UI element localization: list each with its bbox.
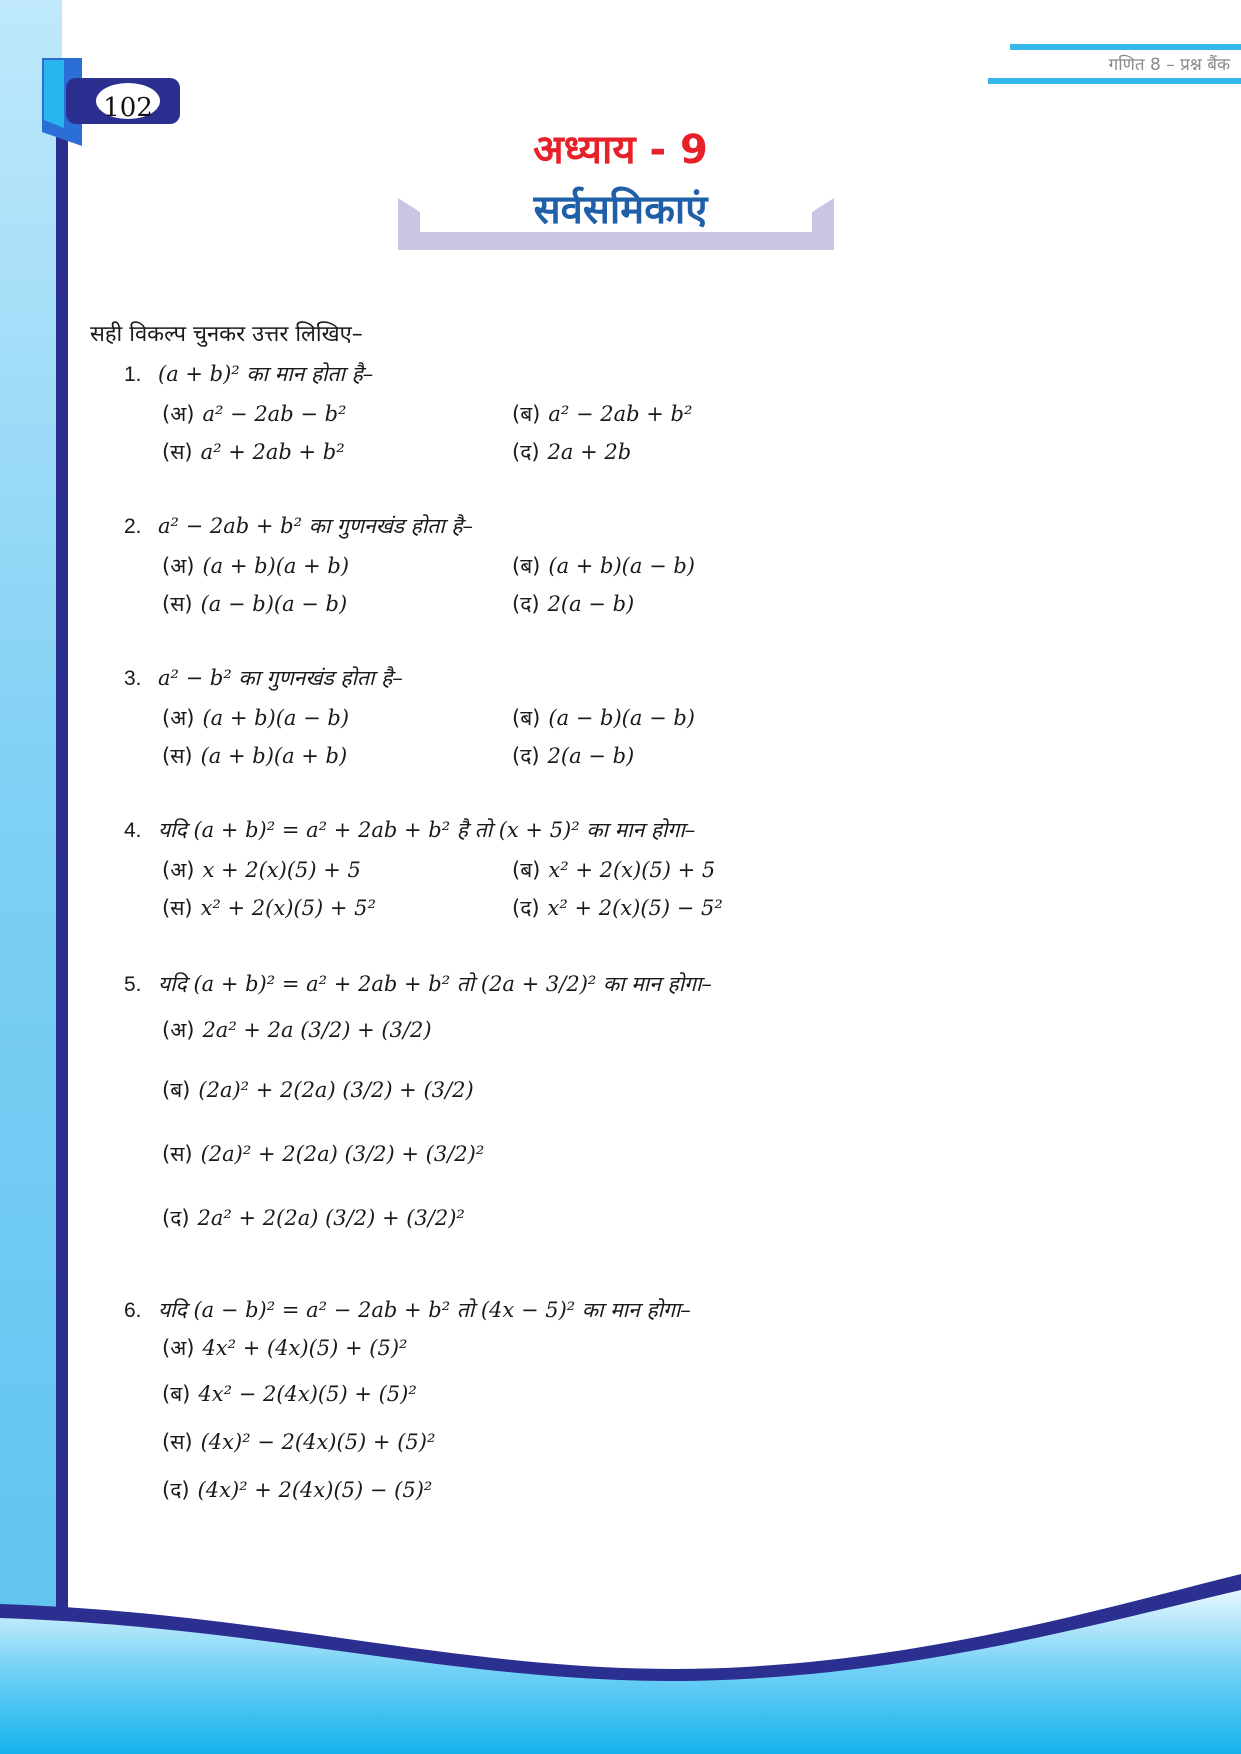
option-d: (द) 2a² + 2(2a) (3/2) + (3/2)²	[162, 1206, 465, 1230]
question-stem: यदि (a + b)² = a² + 2ab + b² है तो (x + 5)² का मान होगा–	[158, 818, 696, 842]
option-b: (ब) (a − b)(a − b)	[512, 706, 695, 730]
option-b: (ब) (a + b)(a − b)	[512, 554, 695, 578]
question-1	[124, 360, 373, 388]
option-a: (अ) 4x² + (4x)(5) + (5)²	[162, 1336, 408, 1360]
question-number: 3.	[124, 667, 142, 690]
option-b: (ब) x² + 2(x)(5) + 5	[512, 858, 716, 882]
question-number: 4.	[124, 819, 142, 842]
question-number: 6.	[124, 1299, 142, 1322]
question-4	[124, 816, 695, 844]
option-c: (स) a² + 2ab + b²	[162, 440, 345, 464]
question-number: 2.	[124, 515, 142, 538]
left-page-border	[0, 0, 62, 1754]
option-c: (स) (a − b)(a − b)	[162, 592, 348, 616]
option-a: (अ) x + 2(x)(5) + 5	[162, 858, 361, 882]
option-c: (स) (4x)² − 2(4x)(5) + (5)²	[162, 1430, 436, 1454]
option-d: (द) 2(a − b)	[512, 744, 635, 768]
question-stem: a² − b² का गुणनखंड होता है–	[158, 666, 403, 690]
chapter-title: सर्वसमिकाएं	[533, 187, 708, 233]
header-rule-top	[1010, 44, 1241, 50]
option-d: (द) 2a + 2b	[512, 440, 632, 464]
option-a: (अ) (a + b)(a − b)	[162, 706, 350, 730]
option-d: (द) 2(a − b)	[512, 592, 635, 616]
left-navy-bar	[56, 90, 68, 1650]
question-3	[124, 664, 403, 692]
option-d: (द) x² + 2(x)(5) − 5²	[512, 896, 723, 920]
option-b: (ब) 4x² − 2(4x)(5) + (5)²	[162, 1382, 417, 1406]
book-title: गणित 8 – प्रश्न बैंक	[1108, 55, 1230, 75]
question-5	[124, 970, 712, 998]
question-stem: (a + b)² का मान होता है–	[158, 362, 374, 386]
option-c: (स) (2a)² + 2(2a) (3/2) + (3/2)²	[162, 1142, 485, 1166]
question-6	[124, 1296, 691, 1324]
header-rule	[988, 78, 1241, 84]
question-number: 1.	[124, 363, 142, 386]
option-c: (स) x² + 2(x)(5) + 5²	[162, 896, 376, 920]
question-stem: a² − 2ab + b² का गुणनखंड होता है–	[158, 514, 474, 538]
option-b: (ब) a² − 2ab + b²	[512, 402, 693, 426]
chapter-number: अध्याय - 9	[533, 127, 708, 173]
question-2	[124, 512, 473, 540]
question-stem: यदि (a − b)² = a² − 2ab + b² तो (4x − 5)² का मान होगा–	[158, 1298, 691, 1322]
instruction-text: सही विकल्प चुनकर उत्तर लिखिए–	[90, 322, 363, 347]
bottom-wave-decoration	[0, 1554, 1241, 1754]
question-number: 5.	[124, 973, 142, 996]
option-a: (अ) a² − 2ab − b²	[162, 402, 347, 426]
page-number: 102	[103, 93, 153, 123]
question-stem: यदि (a + b)² = a² + 2ab + b² तो (2a + 3/2)² का मान होगा–	[158, 972, 712, 996]
option-a: (अ) (a + b)(a + b)	[162, 554, 350, 578]
option-d: (द) (4x)² + 2(4x)(5) − (5)²	[162, 1478, 433, 1502]
option-c: (स) (a + b)(a + b)	[162, 744, 348, 768]
option-b: (ब) (2a)² + 2(2a) (3/2) + (3/2)	[162, 1078, 474, 1102]
option-a: (अ) 2a² + 2a (3/2) + (3/2)	[162, 1018, 432, 1042]
